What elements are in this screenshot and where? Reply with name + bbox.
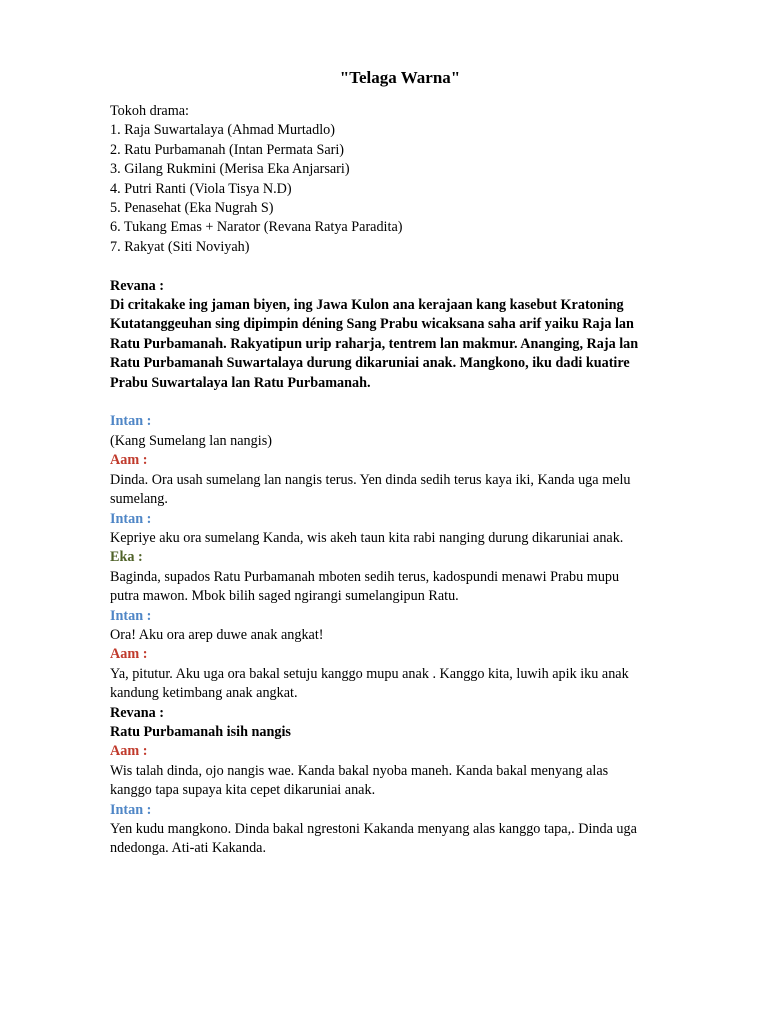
spacer (110, 257, 700, 276)
dialogue-line: kanggo tapa supaya kita cepet dikaruniai anak. (110, 782, 376, 799)
cast-heading: Tokoh drama: (110, 103, 189, 119)
speaker-label: Revana : (110, 277, 164, 294)
speaker-label: Intan : (110, 413, 152, 430)
speaker-label: Intan : (110, 510, 152, 527)
cast-item: 2. Ratu Purbamanah (Intan Permata Sari) (110, 141, 345, 158)
cast-item: 6. Tukang Emas + Narator (Revana Ratya Paradita) (110, 219, 403, 236)
narration-line: Ratu Purbamanah Suwartalaya durung dikaruniai anak. Mangkono, iku dadi kuatire (110, 355, 630, 372)
speaker-label: Aam : (110, 743, 148, 760)
dialogue-line: Dinda. Ora usah sumelang lan nangis terus. Yen dinda sedih terus kaya iki, Kanda uga melu (110, 471, 631, 488)
speaker-label: Aam : (110, 646, 148, 663)
speaker-label: Aam : (110, 452, 148, 469)
dialogue-line: kandung ketimbang anak angkat. (110, 685, 298, 702)
speaker-label: Intan : (110, 607, 152, 624)
narration-line: Kutatanggeuhan sing dipimpin déning Sang Prabu wicaksana saha arif yaiku Raja lan (110, 316, 634, 333)
cast-item: 3. Gilang Rukmini (Merisa Eka Anjarsari) (110, 161, 350, 178)
speaker-label: Revana : (110, 704, 164, 721)
dialogue-line: Wis talah dinda, ojo nangis wae. Kanda bakal nyoba maneh. Kanda bakal menyang alas (110, 762, 609, 779)
dialogue-line: Ratu Purbamanah isih nangis (110, 723, 291, 740)
page-title: "Telaga Warna" (339, 68, 461, 87)
cast-item: 4. Putri Ranti (Viola Tisya N.D) (110, 180, 292, 197)
dialogue-line: Baginda, supados Ratu Purbamanah mboten sedih terus, kadospundi menawi Prabu mupu (110, 568, 620, 585)
dialogue-line: Ya, pitutur. Aku uga ora bakal setuju kanggo mupu anak . Kanggo kita, luwih apik iku anak (110, 665, 629, 682)
dialogue-line: Kepriye aku ora sumelang Kanda, wis akeh taun kita rabi nanging durung dikaruniai anak. (110, 529, 624, 546)
dialogue-line: Ora! Aku ora arep duwe anak angkat! (110, 626, 324, 643)
narration-line: Prabu Suwartalaya lan Ratu Purbamanah. (110, 374, 371, 391)
document-body (110, 102, 700, 859)
cast-item: 1. Raja Suwartalaya (Ahmad Murtadlo) (110, 122, 335, 139)
spacer (110, 393, 700, 412)
dialogue-line: (Kang Sumelang lan nangis) (110, 432, 272, 449)
dialogue-section (110, 412, 700, 858)
cast-item: 7. Rakyat (Siti Noviyah) (110, 238, 250, 255)
dialogue-line: sumelang. (110, 491, 168, 508)
dialogue-line: Yen kudu mangkono. Dinda bakal ngrestoni Kakanda menyang alas kanggo tapa,. Dinda uga (110, 821, 637, 837)
narration-line: Ratu Purbamanah. Rakyatipun urip raharja, tentrem lan makmur. Ananging, Raja lan (110, 335, 639, 352)
narration-line: Di critakake ing jaman biyen, ing Jawa Kulon ana kerajaan kang kasebut Kratoning (110, 297, 624, 314)
dialogue-line: putra mawon. Mbok bilih saged ngirangi sumelangipun Ratu. (110, 588, 459, 605)
cast-item: 5. Penasehat (Eka Nugrah S) (110, 200, 274, 217)
speaker-label: Eka : (110, 549, 143, 566)
speaker-label: Intan : (110, 801, 152, 818)
dialogue-line: ndedonga. Ati-ati Kakanda. (110, 840, 267, 857)
